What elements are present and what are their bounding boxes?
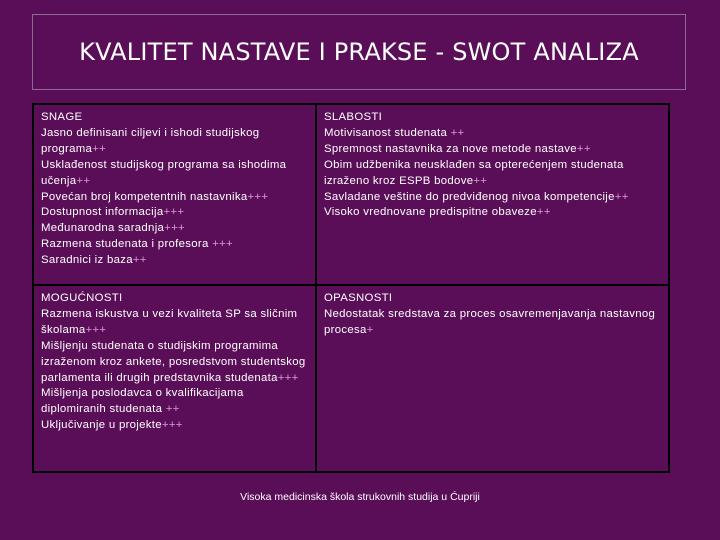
- list-item: Razmena iskustva u vezi kvaliteta SP sa sličnim školama+++: [41, 307, 298, 336]
- weaknesses-cell: [316, 104, 669, 285]
- list-item: Međunarodna saradnja+++: [41, 222, 186, 235]
- list-item: Obim udžbenika neusklađen sa opterećenjem studenata izraženo kroz ESPB bodove++: [324, 158, 624, 187]
- strengths-heading: SNAGE: [41, 111, 83, 123]
- list-item: Uključivanje u projekte+++: [41, 419, 183, 432]
- threats-heading: OPASNOSTI: [324, 292, 393, 304]
- slide-title: KVALITET NASTAVE I PRAKSE - SWOT ANALIZA: [79, 38, 639, 66]
- list-item: Jasno definisani ciljevi i ishodi studijskog programa++: [41, 126, 260, 155]
- opportunities-cell: [33, 285, 316, 472]
- list-item: Mišljenju studenata o studijskim programima izraženom kroz ankete, posredstvom studentskog parlamenta ili drugih predstavnika studenata+++: [41, 339, 306, 384]
- list-item: Mišljenja poslodavca o kvalifikacijama diplomiranih studenata ++: [41, 387, 244, 416]
- weaknesses-heading: SLABOSTI: [324, 111, 383, 123]
- list-item: Razmena studenata i profesora +++: [41, 238, 233, 251]
- list-item: Motivisanost studenata ++: [324, 126, 465, 139]
- list-item: Nedostatak sredstava za proces osavremenjavanja nastavnog procesa+: [324, 307, 656, 336]
- strengths-cell: [33, 104, 316, 285]
- title-box: [32, 14, 686, 90]
- list-item: Spremnost nastavnika za nove metode nastave++: [324, 142, 591, 155]
- list-item: Usklađenost studijskog programa sa ishodima učenja++: [41, 158, 287, 187]
- list-item: Visoko vrednovane predispitne obaveze++: [324, 206, 551, 219]
- footer-text: Visoka medicinska škola strukovnih studija u Ćupriji: [240, 491, 480, 503]
- list-item: Povećan broj kompetentnih nastavnika+++: [41, 190, 269, 203]
- swot-table: [32, 103, 670, 473]
- list-item: Savladane veštine do predviđenog nivoa kompetencije++: [324, 190, 629, 203]
- list-item: Dostupnost informacija+++: [41, 206, 185, 219]
- list-item: Saradnici iz baza++: [41, 254, 147, 267]
- opportunities-heading: MOGUĆNOSTI: [41, 292, 123, 304]
- threats-cell: [316, 285, 669, 472]
